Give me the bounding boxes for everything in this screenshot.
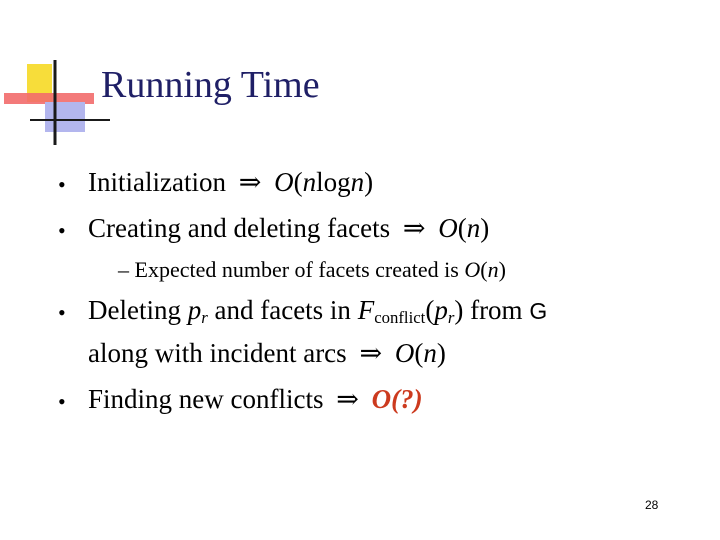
paren-close: ) bbox=[498, 257, 506, 282]
bullet-text: Creating and deleting facets bbox=[88, 213, 391, 243]
implies-arrow: ⇒ bbox=[359, 338, 383, 368]
paren-close: ) bbox=[480, 213, 490, 243]
bullet-text: Finding new conflicts bbox=[88, 384, 324, 414]
paren-open: ( bbox=[457, 213, 467, 243]
subscript-conflict: conflict bbox=[374, 308, 426, 328]
var-F: F bbox=[357, 295, 375, 325]
sub-bullet-expected-facets bbox=[118, 259, 506, 281]
bullet-initialization bbox=[88, 169, 373, 196]
bullet-text: Initialization bbox=[88, 167, 226, 197]
paren-close: ) bbox=[364, 167, 374, 197]
bullet-marker: • bbox=[58, 172, 66, 197]
paren-open: ( bbox=[480, 257, 488, 282]
slide-title: Running Time bbox=[101, 64, 320, 106]
var-n: n bbox=[302, 167, 317, 197]
var-G: G bbox=[529, 298, 548, 324]
implies-arrow: ⇒ bbox=[336, 384, 359, 414]
var-n: n bbox=[487, 257, 499, 282]
sub-bullet-dash: – bbox=[118, 257, 129, 282]
bullet-text: along with incident arcs bbox=[88, 338, 347, 368]
bullet-deleting-pr bbox=[88, 297, 547, 327]
big-o: O bbox=[394, 338, 415, 368]
bullet-deleting-pr-continued bbox=[88, 340, 446, 367]
page-number: 28 bbox=[645, 498, 659, 512]
paren-open: ( bbox=[414, 338, 424, 368]
paren-open: ( bbox=[293, 167, 303, 197]
bullet-marker: • bbox=[58, 389, 66, 414]
paren-close: ) bbox=[454, 295, 464, 325]
bullet-text: from bbox=[470, 295, 523, 325]
var-n: n bbox=[350, 167, 365, 197]
var-p: p bbox=[434, 295, 448, 325]
big-o: O bbox=[274, 167, 294, 197]
bullet-text: Deleting bbox=[88, 295, 181, 325]
implies-arrow: ⇒ bbox=[238, 167, 262, 197]
paren-close: ) bbox=[436, 338, 446, 368]
paren-open: ( bbox=[425, 295, 435, 325]
big-o: O bbox=[464, 257, 481, 282]
implies-arrow: ⇒ bbox=[402, 213, 426, 243]
var-n: n bbox=[423, 338, 437, 368]
subscript-r: r bbox=[201, 308, 208, 328]
bullet-finding-conflicts bbox=[88, 386, 423, 413]
bullet-marker: • bbox=[58, 300, 66, 325]
bullet-text: and facets in bbox=[214, 295, 351, 325]
big-o: O bbox=[438, 213, 458, 243]
log-text: log bbox=[316, 167, 351, 197]
var-p: p bbox=[187, 295, 202, 325]
bullet-marker: • bbox=[58, 218, 66, 243]
bullet-creating-deleting bbox=[88, 215, 489, 242]
bullet-text: Expected number of facets created is bbox=[134, 257, 459, 282]
var-n: n bbox=[466, 213, 481, 243]
big-o-unknown: O(?) bbox=[371, 384, 423, 414]
subscript-r: r bbox=[447, 308, 455, 328]
